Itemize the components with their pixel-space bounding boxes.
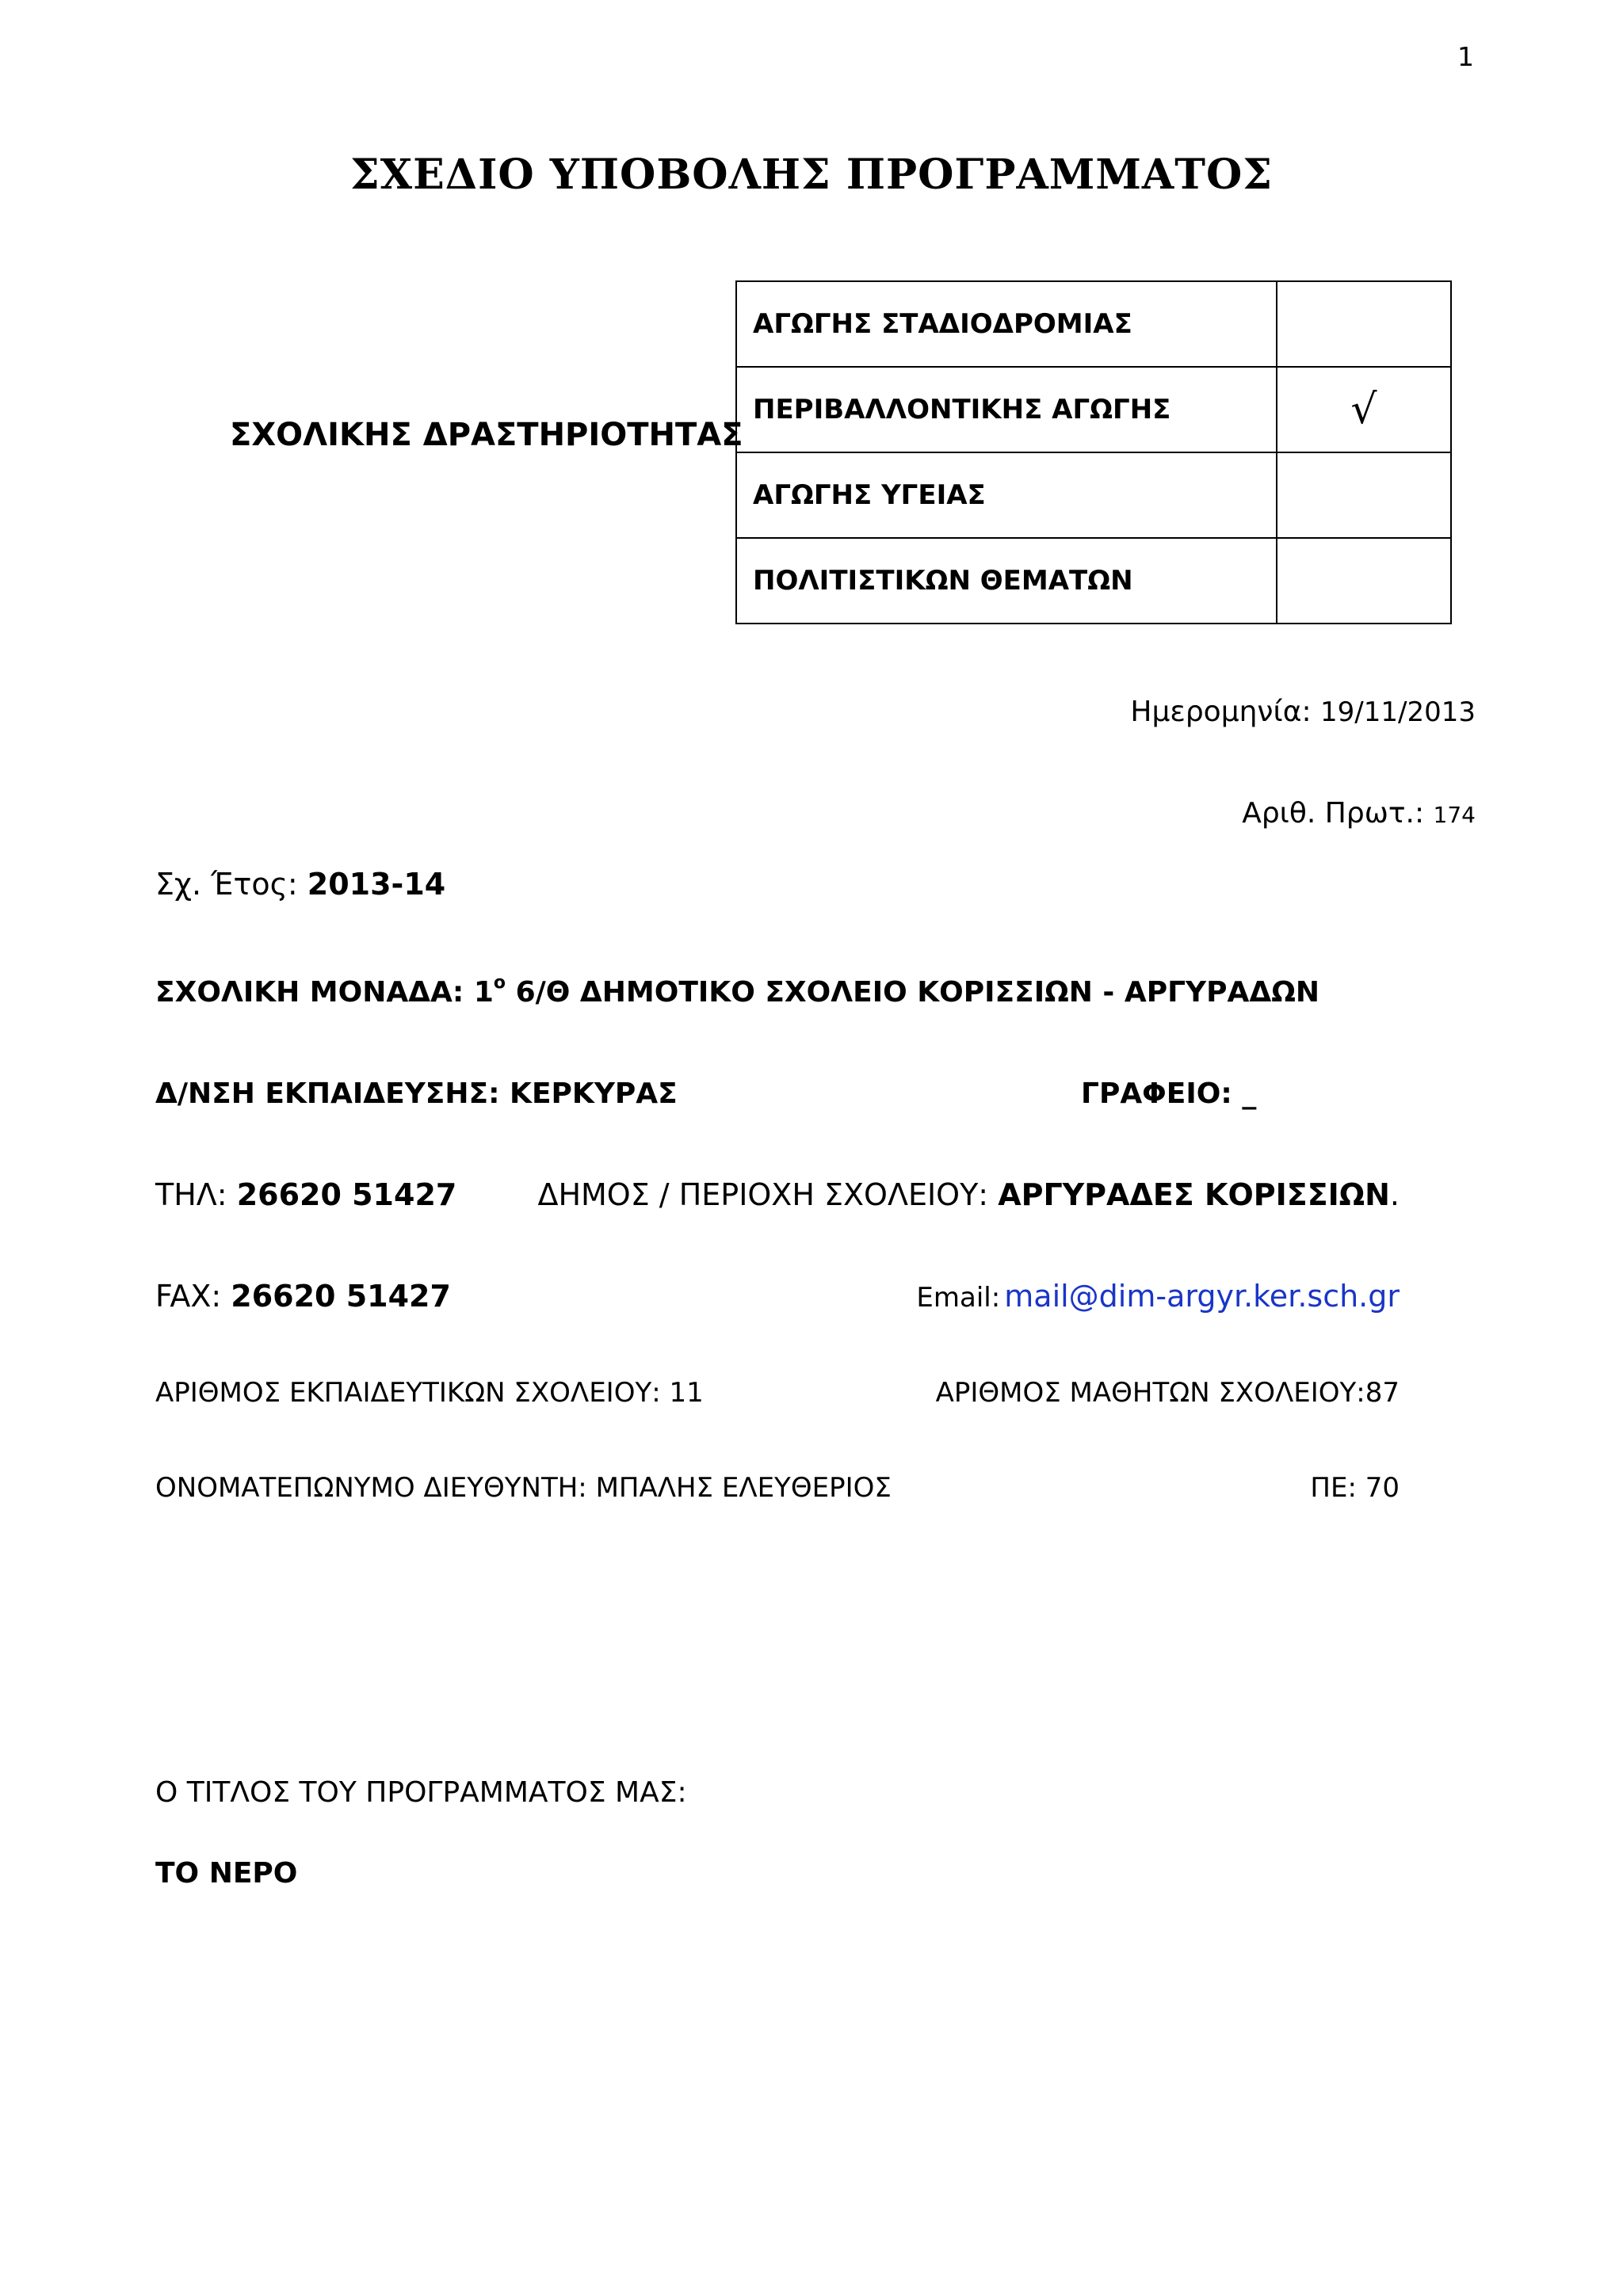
category-label: ΑΓΩΓΗΣ ΣΤΑΔΙΟΔΡΟΜΙΑΣ [736, 281, 1277, 367]
category-table [735, 280, 1452, 624]
fax-field [155, 1279, 451, 1314]
phone-label: ΤΗΛ: [155, 1177, 227, 1212]
program-title-label: Ο ΤΙΤΛΟΣ ΤΟΥ ΠΡΟΓΡΑΜΜΑΤΟΣ ΜΑΣ: [155, 1776, 687, 1809]
category-check-cell [1277, 281, 1451, 367]
school-unit-superscript: ο [493, 973, 506, 993]
teachers-label: ΑΡΙΘΜΟΣ ΕΚΠΑΙΔΕΥΤΙΚΩΝ ΣΧΟΛΕΙΟΥ: [155, 1377, 661, 1409]
school-year-value: 2013-14 [307, 867, 446, 902]
students-label: ΑΡΙΘΜΟΣ ΜΑΘΗΤΩΝ ΣΧΟΛΕΙΟΥ: [935, 1377, 1365, 1409]
teachers-value: 11 [669, 1377, 704, 1409]
directorate-value: ΚΕΡΚΥΡΑΣ [510, 1077, 678, 1110]
directorate-field [155, 1077, 678, 1110]
category-label: ΠΟΛΙΤΙΣΤΙΚΩΝ ΘΕΜΑΤΩΝ [736, 538, 1277, 624]
document-title: ΣΧΕΔΙΟ ΥΠΟΒΟΛΗΣ ΠΡΟΓΡΑΜΜΑΤΟΣ [349, 151, 1274, 199]
school-unit-label: ΣΧΟΛΙΚΗ ΜΟΝΑΔΑ: [155, 976, 464, 1009]
school-unit-field [155, 973, 1319, 1009]
school-year-label: Σχ. Έτος: [155, 867, 298, 902]
directorate-label: Δ/ΝΣΗ ΕΚΠΑΙΔΕΥΣΗΣ: [155, 1077, 500, 1110]
office-value: _ [1242, 1077, 1257, 1110]
phone-field [155, 1177, 456, 1212]
category-row [736, 538, 1451, 624]
teachers-count-field [155, 1377, 704, 1409]
date-label: Ημερομηνία: [1130, 696, 1312, 728]
school-year-field [155, 867, 445, 902]
email-field [916, 1279, 1400, 1314]
director-value: ΜΠΑΛΗΣ ΕΛΕΥΘΕΡΙΟΣ [595, 1472, 892, 1504]
category-row [736, 452, 1451, 538]
municipality-label: ΔΗΜΟΣ / ΠΕΡΙΟΧΗ ΣΧΟΛΕΙΟΥ: [537, 1177, 989, 1212]
category-label: ΠΕΡΙΒΑΛΛΟΝΤΙΚΗΣ ΑΓΩΓΗΣ [736, 367, 1277, 452]
school-unit-name: 6/Θ ΔΗΜΟΤΙΚΟ ΣΧΟΛΕΙΟ ΚΟΡΙΣΣΙΩΝ - ΑΡΓΥΡΑΔΩΝ [515, 976, 1319, 1009]
protocol-field [1242, 797, 1476, 830]
category-check-cell: √ [1277, 367, 1451, 452]
protocol-label: Αριθ. Πρωτ.: [1242, 797, 1425, 830]
activity-label: ΣΧΟΛΙΚΗΣ ΔΡΑΣΤΗΡΙΟΤΗΤΑΣ [230, 417, 743, 453]
category-check-cell [1277, 452, 1451, 538]
email-label: Email: [916, 1282, 1001, 1314]
director-field [155, 1472, 892, 1504]
page-number: 1 [1457, 41, 1474, 72]
date-value: 19/11/2013 [1320, 696, 1476, 728]
category-check-cell [1277, 538, 1451, 624]
students-value: 87 [1365, 1377, 1400, 1409]
office-label: ΓΡΑΦΕΙΟ: [1081, 1077, 1232, 1110]
program-title-value: ΤΟ ΝΕΡΟ [155, 1857, 298, 1890]
municipality-field [537, 1177, 1400, 1212]
category-row [736, 281, 1451, 367]
phone-value: 26620 51427 [236, 1177, 457, 1212]
municipality-suffix: . [1389, 1177, 1400, 1212]
office-field [1081, 1077, 1256, 1110]
protocol-value: 174 [1433, 802, 1476, 828]
specialty-value: 70 [1365, 1472, 1400, 1504]
category-row [736, 367, 1451, 452]
email-link[interactable]: mail@dim-argyr.ker.sch.gr [1004, 1279, 1400, 1314]
specialty-label: ΠΕ: [1310, 1472, 1357, 1504]
specialty-field [1310, 1472, 1400, 1504]
director-label: ΟΝΟΜΑΤΕΠΩΝΥΜΟ ΔΙΕΥΘΥΝΤΗ: [155, 1472, 587, 1504]
category-label: ΑΓΩΓΗΣ ΥΓΕΙΑΣ [736, 452, 1277, 538]
students-count-field [936, 1377, 1400, 1409]
date-field [1130, 696, 1476, 728]
municipality-value: ΑΡΓΥΡΑΔΕΣ ΚΟΡΙΣΣΙΩΝ [998, 1177, 1390, 1212]
school-unit-number: 1 [473, 976, 494, 1009]
fax-label: FAX: [155, 1279, 222, 1314]
fax-value: 26620 51427 [231, 1279, 451, 1314]
